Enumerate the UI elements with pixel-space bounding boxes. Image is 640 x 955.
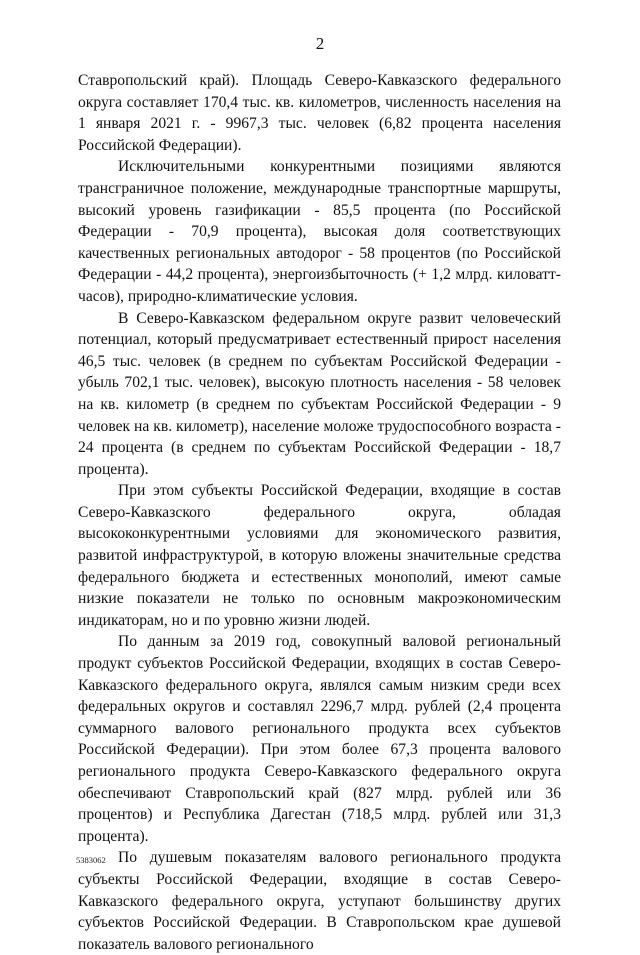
page-number: 2 — [315, 34, 325, 53]
document-code: 5383062 — [76, 855, 106, 865]
paragraph-human-potential: В Северо-Кавказском федеральном округе развит человеческий потенциал, который предусматривает естественный прирост населения 46,5 тыс. человек (в среднем по субъектам Российской Федерации - убыль 702,1 тыс. человек), высокую плотность населения - 58 человек на кв. километр (в среднем по субъектам Российской Федерации - 9 человек на кв. километр), население моложе трудоспособного возраста - 24 процента (в среднем по субъектам Российской Федерации - 18,7 процента). — [78, 309, 561, 478]
document-body — [78, 70, 561, 955]
paragraph-competitive-positions: Исключительными конкурентными позициями являются трансграничное положение, международные транспортные маршруты, высокий уровень газификации - 85,5 процента (по Российской Федерации - 70,9 процента), высокая доля соответствующих качественных региональных автодорог - 58 процентов (по Российской Федерации - 44,2 процента), энергоизбыточность (+ 1,2 млрд. киловатт-часов), природно-климатические условия. — [78, 158, 561, 305]
paragraph-area-population: Ставропольский край). Площадь Северо-Кавказского федерального округа составляет 170,4 тыс. кв. километров, численность населения на 1 января 2021 г. - 9967,3 тыс. человек (6,82 процента населения Российской Федерации). — [78, 72, 561, 154]
paragraph-grp-2019: По данным за 2019 год, совокупный валовой региональный продукт субъектов Российской Федерации, входящих в состав Северо-Кавказского федерального округа, являлся самым низким среди всех федеральных округов и составлял 2296,7 млрд. рублей (2,4 процента суммарного валового регионального продукта всех субъектов Российской Федерации). При этом более 67,3 процента валового регионального продукта Северо-Кавказского федерального округа обеспечивают Ставропольский край (827 млрд. рублей или 36 процентов) и Республика Дагестан (718,5 млрд. рублей или 31,3 процента). — [78, 633, 561, 845]
paragraph-low-indicators: При этом субъекты Российской Федерации, входящие в состав Северо-Кавказского федерального округа, обладая высококонкурентными условиями для экономического развития, развитой инфраструктурой, в которую вложены значительные средства федерального бюджета и естественных монополий, имеют самые низкие показатели не только по основным макроэкономическим индикаторам, но и по уровню жизни людей. — [78, 482, 561, 629]
paragraph-per-capita-grp: По душевым показателям валового регионального продукта субъекты Российской Федерации, входящие в состав Северо-Кавказского федерального округа, уступают большинству других субъектов Российской Федерации. В Ставропольском крае душевой показатель валового регионального — [78, 849, 561, 953]
